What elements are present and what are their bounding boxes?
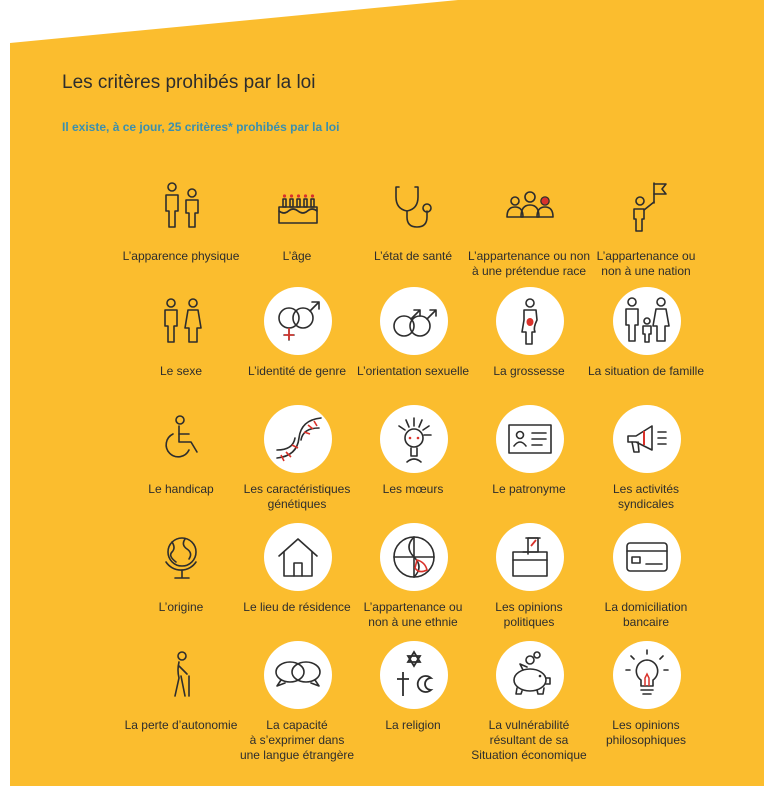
punk-head-icon	[380, 405, 448, 473]
world-map-icon	[380, 523, 448, 591]
birthday-cake-icon	[264, 172, 332, 240]
criterion-label: Le lieu de résidence	[243, 600, 351, 614]
page-subtitle: Il existe, à ce jour, 25 critères* prohibés par la loi	[62, 120, 340, 134]
family-icon	[613, 287, 681, 355]
religious-symbols-icon	[380, 641, 448, 709]
globe-icon	[148, 523, 216, 591]
criterion-label: Les mœurs	[382, 482, 444, 496]
page-title: Les critères prohibés par la loi	[62, 72, 316, 93]
criterion-label: L’état de santé	[373, 249, 453, 263]
criterion-label: La grossesse	[493, 364, 565, 378]
id-card-icon	[496, 405, 564, 473]
criterion-label: L’identité de genre	[247, 364, 347, 378]
criterion-label: Le handicap	[148, 482, 214, 496]
criterion-label: La situation de famille	[587, 364, 705, 378]
criterion-label: Les caractéristiques génétiques	[243, 482, 351, 511]
criterion-label: L’apparence physique	[122, 249, 240, 263]
pregnant-woman-icon	[496, 287, 564, 355]
criterion-label: La vulnérabilité résultant de sa Situation économique	[471, 718, 587, 762]
piggy-bank-icon	[496, 641, 564, 709]
bank-card-icon	[613, 523, 681, 591]
male-symbols-icon	[380, 287, 448, 355]
criterion-label: L’orientation sexuelle	[356, 364, 470, 378]
speech-bubbles-icon	[264, 641, 332, 709]
criterion-label: Le sexe	[159, 364, 203, 378]
criterion-label: L’âge	[282, 249, 312, 263]
criterion-label: Les activités syndicales	[612, 482, 680, 511]
gender-symbols-icon	[264, 287, 332, 355]
criterion-label: L’appartenance ou non à une nation	[596, 249, 696, 278]
criterion-label: L’appartenance ou non à une prétendue race	[467, 249, 591, 278]
criterion-label: Le patronyme	[492, 482, 566, 496]
criterion-label: Les opinions politiques	[495, 600, 563, 629]
megaphone-icon	[613, 405, 681, 473]
criterion-label: La capacité à s’exprimer dans une langue étrangère	[239, 718, 355, 762]
criterion-label: L’appartenance ou non à une ethnie	[363, 600, 463, 629]
man-woman-icon	[148, 287, 216, 355]
criterion-label: La perte d’autonomie	[124, 718, 238, 732]
stethoscope-icon	[380, 172, 448, 240]
criterion-label: La domiciliation bancaire	[604, 600, 688, 629]
ballot-box-icon	[496, 523, 564, 591]
criterion-label: L’origine	[158, 600, 204, 614]
person-flag-icon	[613, 172, 681, 240]
dna-icon	[264, 405, 332, 473]
group-people-icon	[496, 172, 564, 240]
wheelchair-icon	[148, 405, 216, 473]
criterion-label: Les opinions philosophiques	[605, 718, 687, 747]
elderly-person-icon	[148, 641, 216, 709]
house-icon	[264, 523, 332, 591]
two-people-icon	[148, 172, 216, 240]
criterion-label: La religion	[385, 718, 441, 732]
lightbulb-icon	[613, 641, 681, 709]
